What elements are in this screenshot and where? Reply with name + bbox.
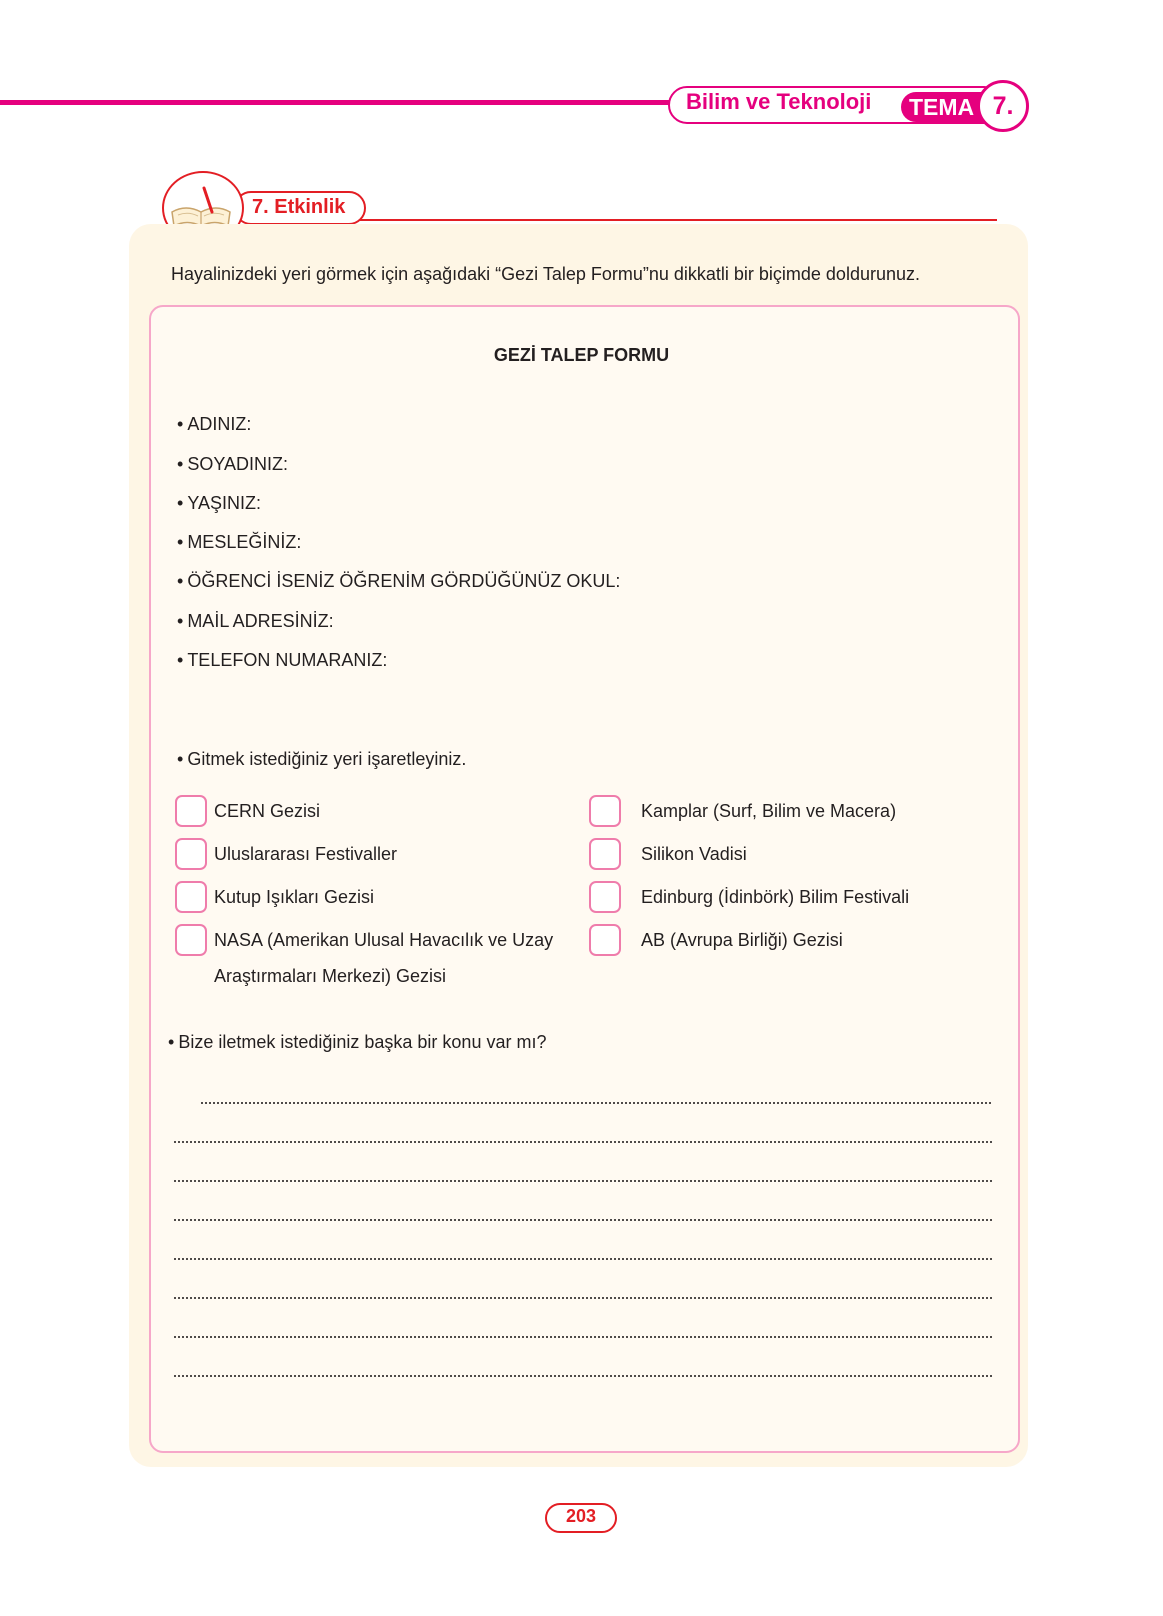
field-email[interactable]: • MAİL ADRESİNİZ:: [177, 611, 334, 631]
checkbox-cern[interactable]: [175, 795, 207, 827]
page-number: 203: [565, 1506, 597, 1526]
option-silicon-valley: Silikon Vadisi: [641, 844, 747, 864]
answer-line[interactable]: [173, 1180, 993, 1182]
checkbox-camps[interactable]: [589, 795, 621, 827]
comment-prompt: • Bize iletmek istediğiniz başka bir konu var mı?: [168, 1032, 547, 1052]
checkbox-nasa[interactable]: [175, 924, 207, 956]
option-edinburgh: Edinburg (İdinbörk) Bilim Festivali: [641, 887, 910, 907]
answer-line[interactable]: [173, 1297, 993, 1299]
theme-title: Bilim ve Teknoloji: [686, 89, 872, 114]
choice-prompt: • Gitmek istediğiniz yeri işaretleyiniz.: [177, 749, 467, 769]
option-eu: AB (Avrupa Birliği) Gezisi: [641, 930, 843, 950]
activity-label: 7. Etkinlik: [252, 196, 346, 218]
checkbox-silicon-valley[interactable]: [589, 838, 621, 870]
answer-line[interactable]: [173, 1336, 993, 1338]
checkbox-edinburgh[interactable]: [589, 881, 621, 913]
field-age[interactable]: • YAŞINIZ:: [177, 493, 261, 513]
field-name[interactable]: • ADINIZ:: [177, 414, 252, 434]
field-phone[interactable]: • TELEFON NUMARANIZ:: [177, 650, 388, 670]
checkbox-eu[interactable]: [589, 924, 621, 956]
answer-line[interactable]: [173, 1375, 993, 1377]
option-nasa: NASA (Amerikan Ulusal Havacılık ve Uzay Araştırmaları Merkezi) Gezisi: [214, 930, 554, 986]
instruction-text: Hayalinizdeki yeri görmek için aşağıdaki “Gezi Talep Formu”nu dikkatli bir biçimde doldurunuz.: [171, 264, 920, 284]
option-cern: CERN Gezisi: [214, 801, 321, 821]
answer-line[interactable]: [200, 1102, 993, 1104]
header-rule: [0, 100, 675, 105]
checkbox-northern-lights[interactable]: [175, 881, 207, 913]
field-occupation[interactable]: • MESLEĞİNİZ:: [177, 532, 302, 552]
form-title: GEZİ TALEP FORMU: [493, 345, 670, 365]
tema-word: TEMA: [909, 94, 975, 120]
option-festivals: Uluslararası Festivaller: [214, 844, 398, 864]
checkbox-festivals[interactable]: [175, 838, 207, 870]
field-school[interactable]: • ÖĞRENCİ İSENİZ ÖĞRENİM GÖRDÜĞÜNÜZ OKUL:: [177, 571, 621, 591]
option-camps: Kamplar (Surf, Bilim ve Macera): [641, 801, 897, 821]
answer-line[interactable]: [173, 1219, 993, 1221]
answer-line[interactable]: [173, 1141, 993, 1143]
tema-number: 7.: [977, 80, 1029, 132]
answer-line[interactable]: [173, 1258, 993, 1260]
option-northern-lights: Kutup Işıkları Gezisi: [214, 887, 375, 907]
field-surname[interactable]: • SOYADINIZ:: [177, 454, 288, 474]
